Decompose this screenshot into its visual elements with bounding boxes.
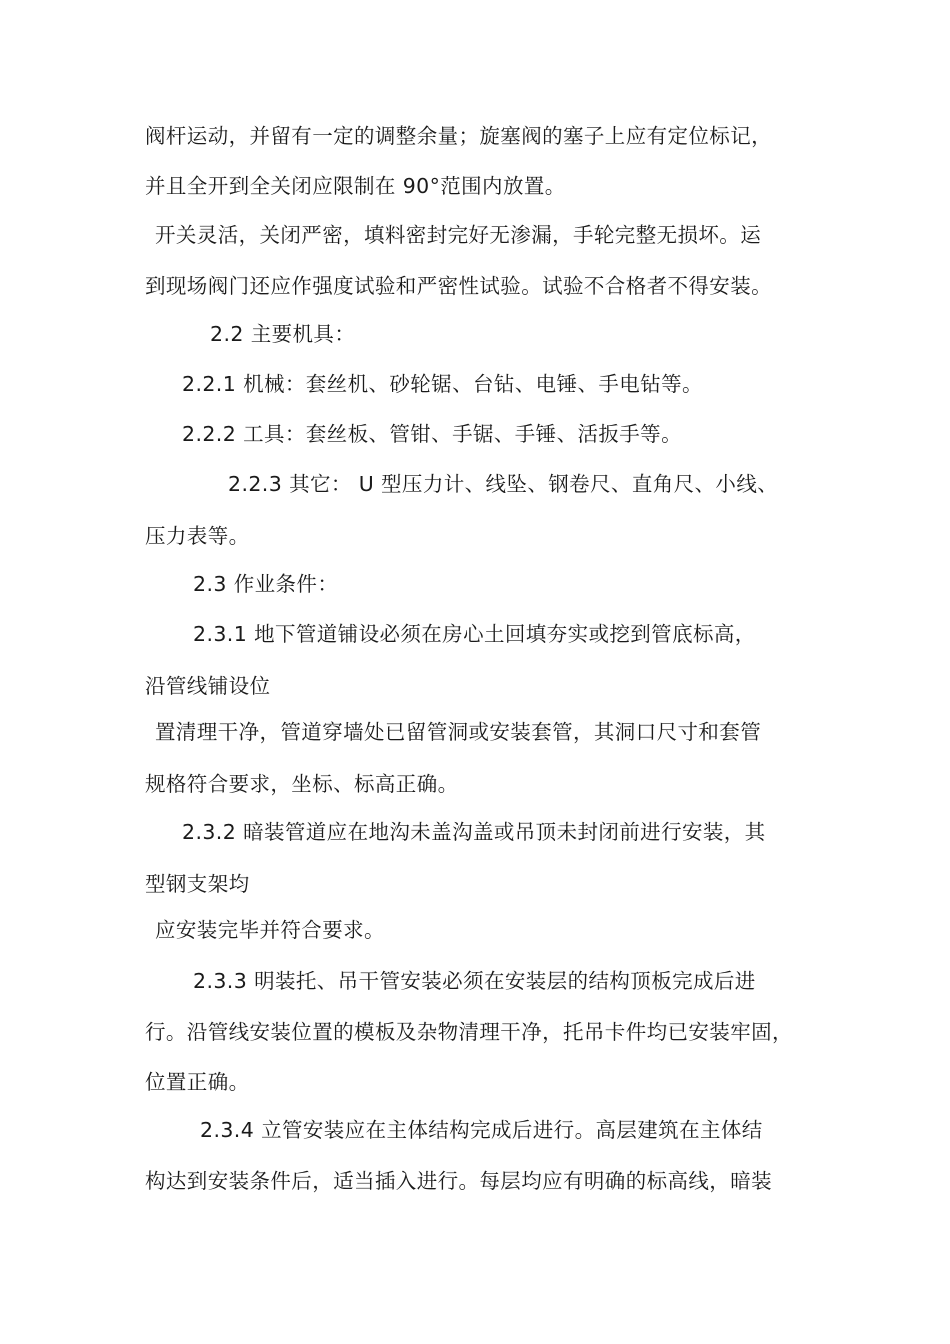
text-line: 规格符合要求，坐标、标高正确。 — [145, 772, 459, 796]
text-line: 应安装完毕并符合要求。 — [155, 918, 385, 942]
text-line: 构达到安装条件后，适当插入进行。每层均应有明确的标高线，暗装 — [145, 1169, 772, 1193]
text-line: 开关灵活，关闭严密，填料密封完好无渗漏，手轮完整无损坏。运 — [155, 223, 762, 247]
text-line: 置清理干净，管道穿墙处已留管洞或安装套管，其洞口尺寸和套管 — [155, 720, 762, 744]
section-heading: 2.3 作业条件： — [193, 572, 339, 596]
text-line: 2.2.1 机械：套丝机、砂轮锯、台钻、电锤、手电钻等。 — [182, 372, 703, 396]
text-line: 沿管线铺设位 — [145, 674, 271, 698]
text-line: 2.2.3 其它： U 型压力计、线坠、钢卷尺、直角尺、小线、 — [228, 472, 779, 496]
text-line: 型钢支架均 — [145, 872, 250, 896]
text-line: 阀杆运动，并留有一定的调整余量；旋塞阀的塞子上应有定位标记， — [145, 124, 772, 148]
section-heading: 2.2 主要机具： — [210, 322, 356, 346]
text-line: 2.2.2 工具：套丝板、管钳、手锯、手锤、活扳手等。 — [182, 422, 682, 446]
text-line: 2.3.3 明装托、吊干管安装必须在安装层的结构顶板完成后进 — [193, 969, 756, 993]
text-line: 并且全开到全关闭应限制在 90°范围内放置。 — [145, 174, 566, 198]
text-line: 位置正确。 — [145, 1070, 250, 1094]
text-line: 2.3.1 地下管道铺设必须在房心土回填夯实或挖到管底标高， — [193, 622, 756, 646]
text-line: 2.3.2 暗装管道应在地沟未盖沟盖或吊顶未封闭前进行安装，其 — [182, 820, 766, 844]
text-line: 到现场阀门还应作强度试验和严密性试验。试验不合格者不得安装。 — [145, 274, 772, 298]
text-line: 2.3.4 立管安装应在主体结构完成后进行。高层建筑在主体结 — [200, 1118, 763, 1142]
text-line: 行。沿管线安装位置的模板及杂物清理干净，托吊卡件均已安装牢固， — [145, 1020, 793, 1044]
text-line: 压力表等。 — [145, 524, 250, 548]
